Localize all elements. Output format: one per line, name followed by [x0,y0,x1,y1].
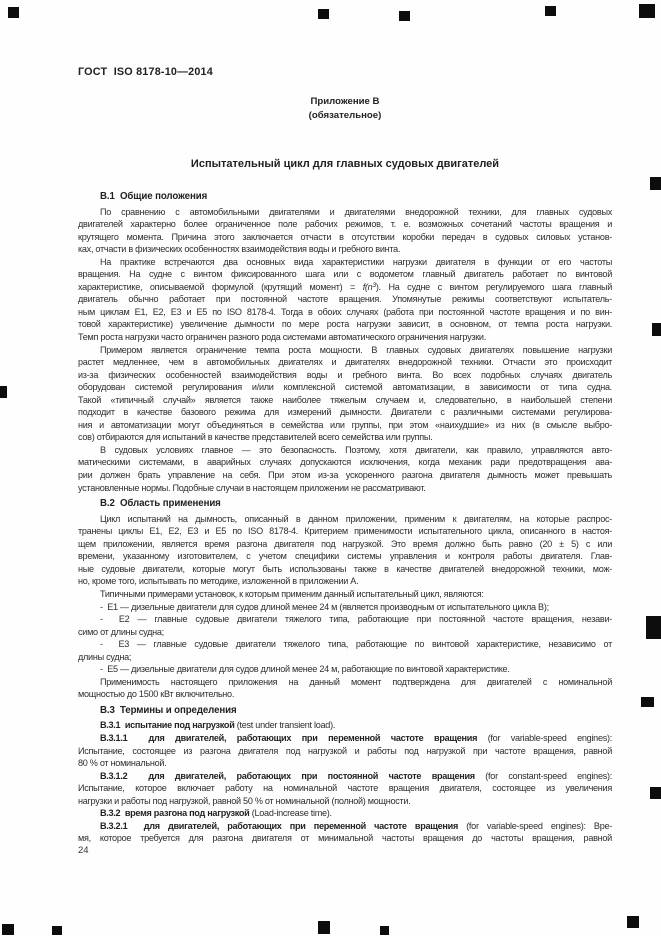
text-line: щем приложении, является время разгона двигателя под нагрузкой. Это время должно быть равно (20 ± 5) с или [78,538,612,549]
scan-artifact-mark [650,177,661,190]
text-line: ные судовые двигатели, которые могут быть использованы также в качестве двигателей внедорожной техники, мож- [78,563,612,574]
text-line: крутящего момента. Причина этого заключается отчасти в отсутствии коробки передач в судовых силовых установ- [78,231,612,242]
text-line: из-за физических особенностей взаимодействия воды и гребного винта. Во всех подобных случаях двигатель [78,369,612,380]
scan-artifact-mark [380,926,389,935]
text-line: - Е2 — главные судовые двигатели тяжелого типа, работающие при постоянной частоте вращения, незави- [100,614,612,625]
scan-artifact-mark [0,386,7,398]
text-line: матическими системами, в аварийных случаях допускаются исключения, когда механик ради предотвращения ава- [78,457,612,468]
scan-artifact-mark [639,4,655,18]
text-line: Типичными примерами установок, к которым применим данный испытательный цикл, являются: [100,588,484,599]
text-line: Испытание, которое включает работу на номинальной частоте вращения двигателя, состоящее из увеличения [78,783,612,794]
text-line: транены циклы Е1, Е2, Е3 и Е5 по ISO 8178-4. Критерием применимости испытательного цикла, описанного в настоя- [78,526,612,537]
text-line: Примером является ограничение темпа роста мощности. В главных судовых двигателях повышение нагрузки [100,344,612,355]
text-line: вращения. На судне с винтом фиксированного шага или с водометом главный двигатель работает по винтовой [78,269,612,280]
text-line: товой характеристике) увеличение дымности по мере роста нагрузки зависит, в основном, от темпа роста нагрузки. [78,319,612,330]
text-line: Цикл испытаний на дымность, описанный в данном приложении, применим к двигателям, на которые распрос- [100,513,612,524]
scan-artifact-mark [627,916,639,928]
annex-header [78,95,612,123]
text-line: В.3.1 испытание под нагрузкой (test under transient load). [100,720,336,731]
scan-artifact-mark [318,921,330,934]
text-line: В.3.1.1 для двигателей, работающих при переменной частоте вращения (for variable-speed engines): [100,732,612,743]
text-line: симо от длины судна; [78,626,164,637]
text-line: В.3.2.1 для двигателей, работающих при переменной частоте вращения (for variable-speed engines): Вре- [100,820,612,831]
text-line: мя, которое требуется для разгона двигателя от минимальной частоты вращения до частоты вращения, равной [78,833,612,844]
text-line: В.3.1.2 для двигателей, работающих при постоянной частоте вращения (for constant-speed engines): [100,770,612,781]
text-line: мощностью до 1500 кВт включительно. [78,689,235,700]
section-heading: В.3 Термины и определения [100,704,237,716]
text-line: рии должен брать управление на себя. При этом из-за ускоренного разгона двигателя дымность может превышать [78,470,612,481]
scan-artifact-mark [8,7,19,18]
text-line: - Е3 — главные судовые двигатели тяжелого типа, работающие по винтовой характеристике, независимо от [100,639,612,650]
text-line: но, кроме того, испытывать по методике, изложенной в приложении А. [78,576,359,587]
text-line: длины судна; [78,651,132,662]
text-line: нагрузки и работы под нагрузкой, равной 50 % от номинальной (полной) мощности. [78,795,411,806]
text-line: сов) отбираются для испытаний в качестве представителей всего семейства или группы. [78,432,433,443]
scan-artifact-mark [652,323,661,336]
text-line: В судовых условиях главное — это безопасность. Поэтому, хотя двигатели, как правило, управляются авто- [100,444,612,455]
scan-artifact-mark [399,11,410,21]
section-heading: В.1 Общие положения [100,191,208,202]
document-body [78,191,612,845]
text-line: ния и автоматизации могут объединяться в семейства или группы, при этом «наихудшие» из них (в смысле выбро- [78,419,612,430]
text-line: На практике встречаются два основных вида характеристики нагрузки двигателя в функции от его частоты [100,256,612,267]
section-heading: В.2 Область применения [100,498,221,510]
text-line: характеристике, описываемой формулой (крутящий момент) = $f(n^3)$. На судне с винтом регулируемого шага главный [78,281,612,292]
text-line: Такой «типичный случай» является также наиболее тяжелым случаем и, следовательно, в наибольшей степени [78,394,612,405]
text-line: Применимость настоящего приложения на данный момент подтверждена для двигателей с номинальной [100,676,612,687]
text-line: оборудован системой регулирования и/или комплексной системой автоматизации, в зависимости от типа судна. [78,382,612,393]
text-line: двигателей характерно более ограниченное поле рабочих режимов, т. е. возможных сочетаний частоты вращения и [78,219,612,230]
text-line: подходит в качестве базового режима для измерений дымности. Двигатели с различными системами регулирова- [78,407,612,418]
document-title: Испытательный цикл для главных судовых двигателей [190,158,500,170]
text-line: По сравнению с автомобильными двигателями и двигателями внедорожной техники, для главных судовых [100,206,612,217]
text-line: - Е5 — дизельные двигатели для судов длиной менее 24 м, работающие по винтовой характеристике. [100,664,510,675]
text-line: 80 % от номинальной. [78,758,167,769]
text-line: ным циклам Е1, Е2, Е3 и Е5 по ISO 8178-4. Тогда в обоих случаях (работа при постоянной частоте вращения и по вин- [78,306,612,317]
scan-artifact-mark [318,9,329,19]
text-line: установленные нормы. Подобные случаи в настоящем приложении не рассматривают. [78,482,426,493]
text-line: двигатель обычно работает при постоянной частоте вращения. Упомянутые режимы соответствуют испытатель- [78,294,612,305]
text-line: Испытание, состоящее из разгона двигателя под нагрузкой и работы под нагрузкой при частоте вращения, равной [78,745,612,756]
scan-artifact-mark [641,697,654,707]
text-line: В.3.2 время разгона под нагрузкой (Load-increase time). [100,808,332,819]
scan-artifact-mark [650,787,661,799]
doc-code: ГОСТ ISO 8178-10—2014 [78,66,213,78]
text-line: времени, указанному изготовителем, с учетом специфики системы управления и контроля работы двигателя. Глав- [78,551,612,562]
page-number: 24 [78,845,89,856]
scan-artifact-mark [545,6,556,16]
annex-label: Приложение В [310,96,380,107]
text-line: Темп роста нагрузки часто ограничен разного рода системами автоматического ограничения нагрузки. [78,332,486,343]
text-line: - Е1 — дизельные двигатели для судов длиной менее 24 м (является производным от испытательного цикла В); [100,601,549,612]
scan-artifact-mark [52,926,62,935]
annex-note: (обязательное) [308,110,382,121]
scan-artifact-mark [646,616,661,639]
scan-artifact-mark [2,924,14,935]
text-line: растет медленнее, чем в автомобильных двигателях и двигателях внедорожной техники. Отчасти это происходит [78,357,612,368]
text-line: ках, отчасти в физических особенностях взаимодействия воды и гребного винта. [78,244,401,255]
